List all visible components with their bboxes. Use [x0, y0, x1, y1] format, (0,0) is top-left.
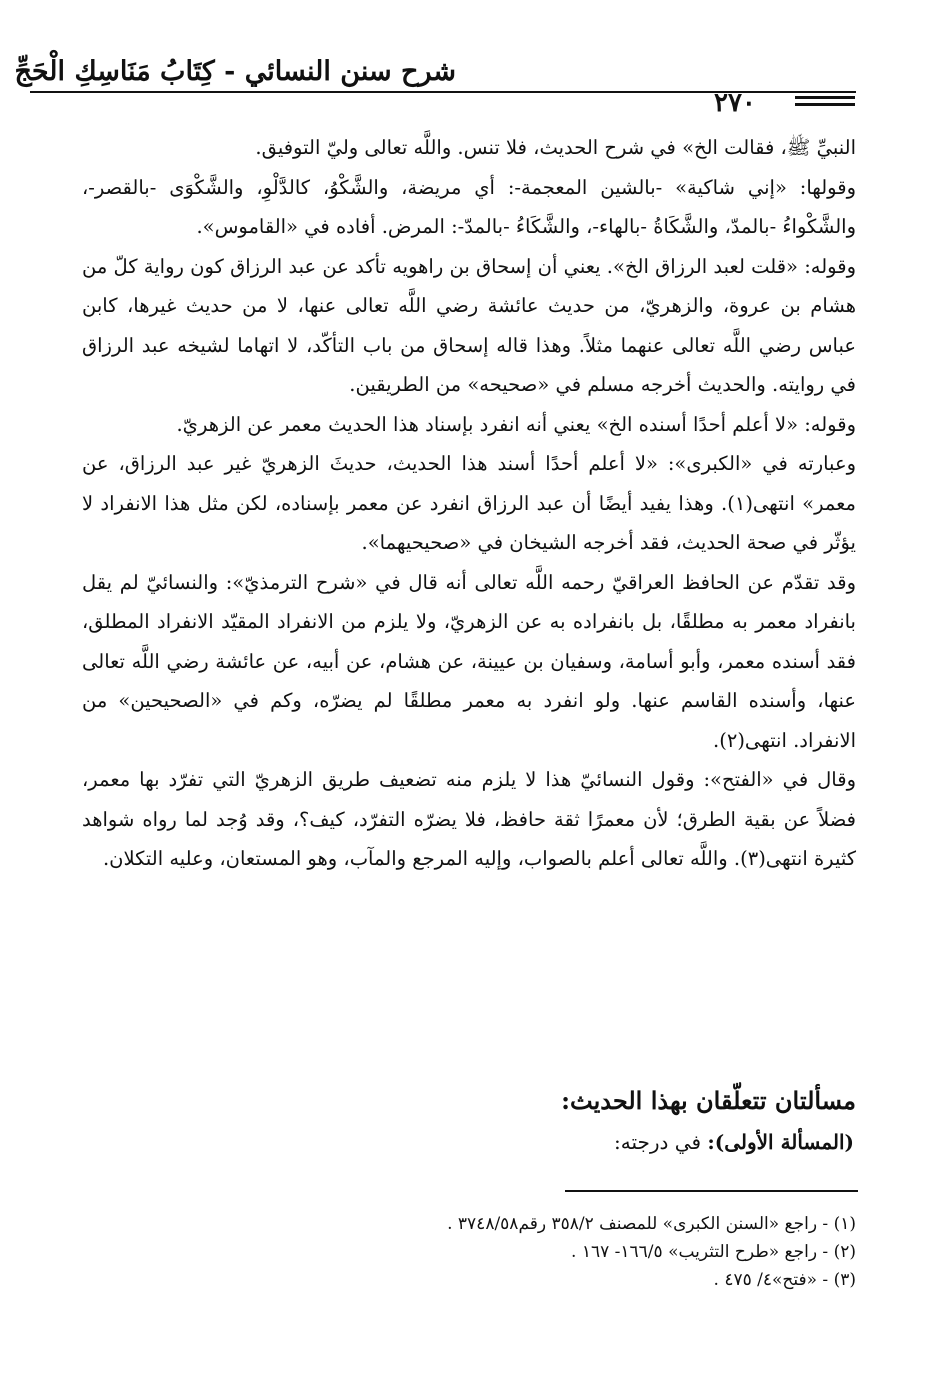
section-subheading [614, 1130, 854, 1154]
paragraph-6: وقد تقدّم عن الحافظ العراقيّ رحمه اللَّه تعالى أنه قال في «شرح الترمذيّ»: والنسائيّ لم يقل بانفراد معمر به مطلقًا، بل بانفراده به عن الزهريّ، ولا يلزم من الانفراد المقيّد الانفراد المطلق، فقد أسنده معمر، وأبو أسامة، وسفيان بن عيينة، عن هشام، عن أبيه، عن عائشة رضي اللَّه تعالى عنها، وأسنده القاسم عنها. ولو انفرد به معمر مطلقًا لم يضرّه، وكم في «الصحيحين» من الانفراد. انتهى(٢). [82, 570, 856, 752]
running-header-title: شرح سنن النسائي - كِتَابُ مَنَاسِكِ الْحَجِّ [14, 56, 456, 87]
footnote-2: (٢) - راجع «طرح التثريب» ١٦٦/٥- ١٦٧ . [571, 1242, 856, 1262]
paragraph-4: وقوله: «لا أعلم أحدًا أسنده الخ» يعني أنه انفرد بإسناد هذا الحديث معمر عن الزهريّ. [176, 412, 856, 436]
section-heading: مسألتان تتعلّقان بهذا الحديث: [561, 1086, 856, 1115]
footnotes [447, 1210, 856, 1294]
paragraph-2: وقولها: «إني شاكية» -بالشين المعجمة-: أي مريضة، والشَّكْوُ، كالدَّلْوِ، والشَّكْوَى -بالقصر-، والشَّكْواءُ -بالمدّ، والشَّكَاةُ -بالهاء-، والشَّكَاءُ -بالمدّ-: المرض. أفاده في «القاموس». [82, 175, 856, 238]
subheading-text: في درجته: [614, 1130, 702, 1154]
footnote-rule [565, 1190, 858, 1192]
paragraph-5: وعبارته في «الكبرى»: «لا أعلم أحدًا أسند هذا الحديث، حديثَ الزهريّ غير عبد الرزاق، عن معمر» انتهى(١). وهذا يفيد أيضًا أن عبد الرزاق انفرد عن معمر بإسناده، لكن مثل هذا الانفراد لا يؤثّر في صحة الحديث، فقد أخرجه الشيخان في «صحيحيهما». [82, 452, 856, 554]
paragraph-3: وقوله: «قلت لعبد الرزاق الخ». يعني أن إسحاق بن راهويه تأكد عن عبد الرزاق كون رواية كلّ من هشام بن عروة، والزهريّ، من حديث عائشة رضي اللَّه تعالى عنها، لا من حديث غيرها، كابن عباس رضي اللَّه تعالى عنهما مثلاً. وهذا قاله إسحاق من باب التأكّد، لا اتهاما لشيخه عبد الرزاق في روايته. والحديث أخرجه مسلم في «صحيحه» من الطريقين. [82, 254, 856, 396]
page-number: ٢٧٠ [714, 88, 756, 118]
footnote-1: (١) - راجع «السنن الكبرى» للمصنف ٣٥٨/٢ رقم٣٧٤٨/٥٨ . [447, 1214, 856, 1234]
footnote-3: (٣) - «فتح»٤/ ٤٧٥ . [713, 1270, 856, 1290]
subheading-label: (المسألة الأولى): [707, 1130, 854, 1154]
paragraph-7: وقال في «الفتح»: وقول النسائيّ هذا لا يلزم منه تضعيف طريق الزهريّ التي تفرّد بها معمر، فضلاً عن بقية الطرق؛ لأن معمرًا ثقة حافظ، فلا يضرّه التفرّد، كيف؟، وقد وُجد لما رواه شواهد كثيرة انتهى(٣). واللَّه تعالى أعلم بالصواب، وإليه المرجع والمآب، وهو المستعان، وعليه التكلان. [82, 768, 856, 870]
body-text [82, 128, 856, 879]
paragraph-1: النبيِّ ﷺ، فقالت الخ» في شرح الحديث، فلا تنس. واللَّه تعالى وليّ التوفيق. [255, 136, 856, 159]
page-number-rules [795, 96, 855, 110]
